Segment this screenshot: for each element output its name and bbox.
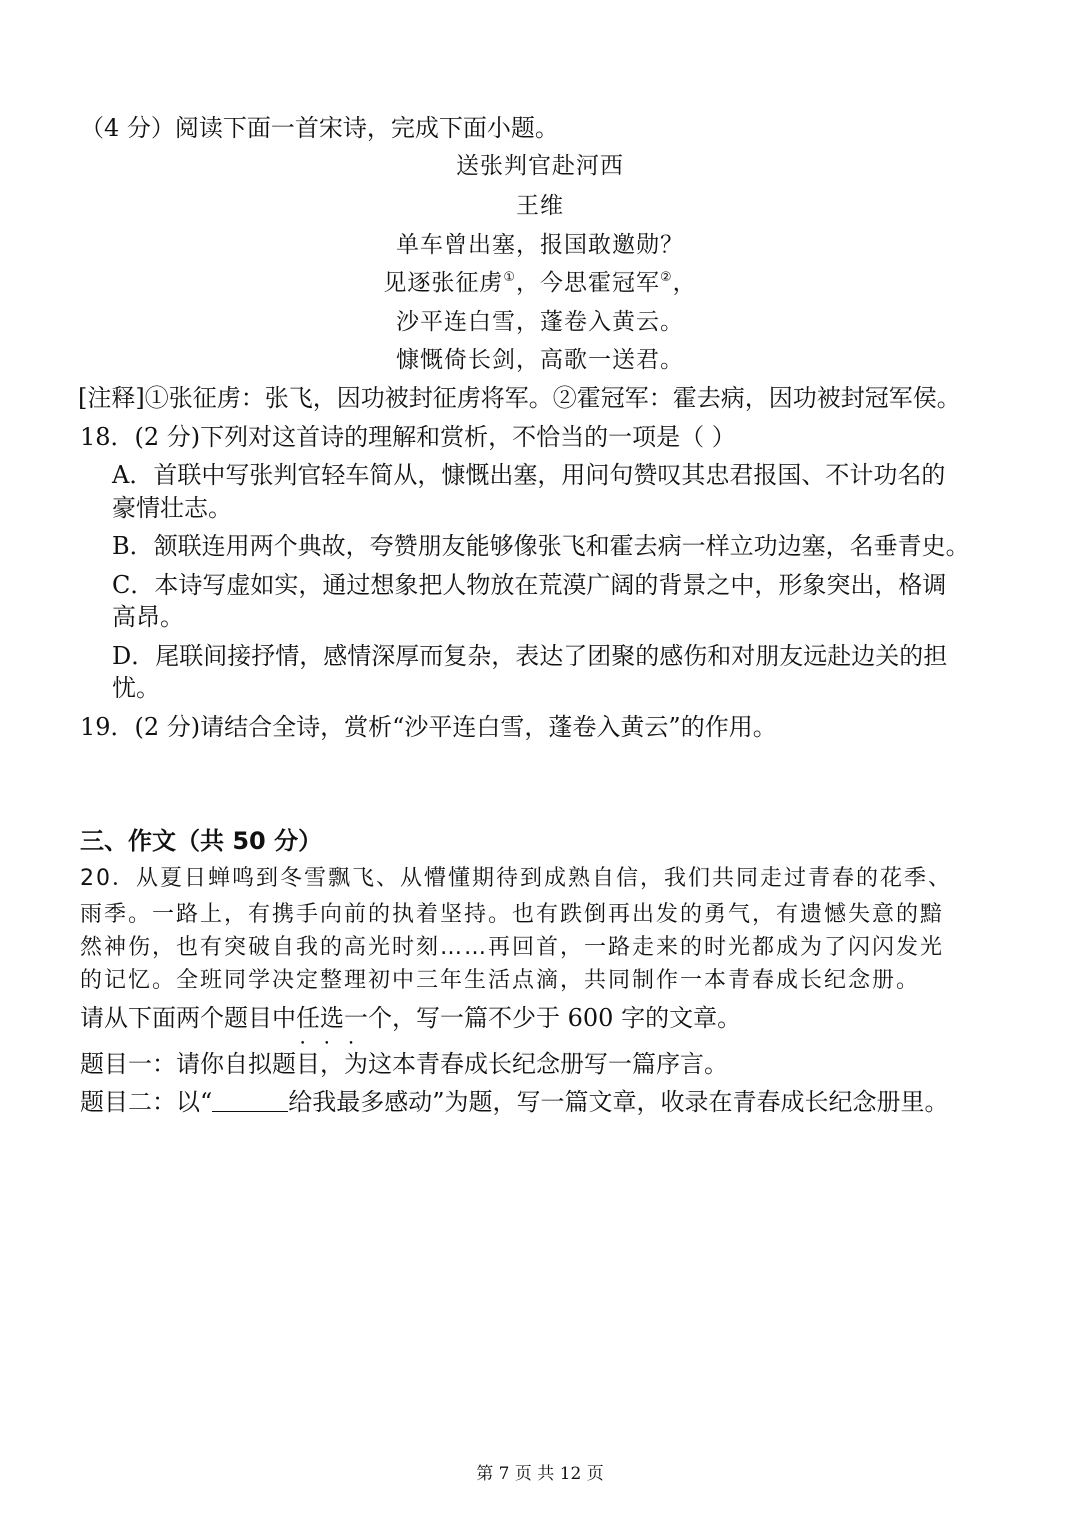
poem-line-1: 单车曾出塞，报国敢邀勋？ [396, 232, 684, 258]
poem-line-2-part-a: 见逐张征虏 [383, 270, 504, 296]
q20-line-1: 20．从夏日蝉鸣到冬雪飘飞、从懵懂期待到成熟自信，我们共同走过青春的花季、 [80, 866, 952, 891]
poem-line-2-part-c: ， [672, 270, 697, 296]
q20-topic-1: 题目一：请你自拟题目，为这本青春成长纪念册写一篇序言。 [80, 1050, 728, 1078]
q20-requirement-b: ，写一篇不少于 600 字的文章。 [392, 1004, 742, 1032]
poem-line-2-part-b: ，今思霍冠军 [516, 270, 660, 296]
q20-requirement [80, 1002, 741, 1034]
q18-option-d: D．尾联间接抒情，感情深厚而复杂，表达了团聚的感伤和对朋友远赴边关的担 [112, 642, 948, 670]
q18-option-b: B．颔联连用两个典故，夸赞朋友能够像张飞和霍去病一样立功边塞，名垂青史。 [112, 532, 970, 560]
footnote-marker-1: ① [503, 270, 516, 285]
poem-author: 王维 [516, 193, 564, 219]
question-19: 19．(2 分)请结合全诗，赏析“沙平连白雪，蓬卷入黄云”的作用。 [80, 713, 777, 741]
q18-option-a: A．首联中写张判官轻车简从，慷慨出塞，用问句赞叹其忠君报国、不计功名的 [112, 461, 946, 489]
q18-option-a-cont: 豪情壮志。 [112, 494, 232, 522]
q20-topic-2-a: 题目二：以“ [80, 1088, 213, 1116]
footnote-marker-2: ② [660, 270, 673, 285]
poem-line-2 [0, 267, 1080, 299]
q18-option-c: C．本诗写虚如实，通过想象把人物放在荒漠广阔的背景之中，形象突出，格调 [112, 571, 947, 599]
question-18-stem: 18．(2 分)下列对这首诗的理解和赏析，不恰当的一项是（ ） [80, 423, 736, 451]
q18-option-c-cont: 高昂。 [112, 603, 184, 631]
emphasis-dotted-text: 任选一个 • • • [296, 1002, 392, 1034]
section-3-heading: 三、作文（共 50 分） [80, 827, 323, 855]
reading-intro: （4 分）阅读下面一首宋诗，完成下面小题。 [80, 114, 559, 142]
q20-line-4: 的记忆。全班同学决定整理初中三年生活点滴，共同制作一本青春成长纪念册。 [80, 968, 921, 993]
q20-line-2: 雨季。一路上，有携手向前的执着坚持。也有跌倒再出发的勇气，有遗憾失意的黯 [80, 902, 945, 927]
poem-title: 送张判官赴河西 [456, 153, 624, 179]
poem-annotation: [注释]①张征虏：张飞，因功被封征虏将军。②霍冠军：霍去病，因功被封冠军侯。 [78, 384, 961, 412]
poem-line-4: 慷慨倚长剑，高歌一送君。 [396, 347, 684, 373]
q18-option-d-cont: 忧。 [112, 674, 160, 702]
page-footer: 第 7 页 共 12 页 [476, 1464, 604, 1484]
q20-topic-2 [80, 1086, 949, 1118]
q20-topic-2-b: 给我最多感动”为题，写一篇文章，收录在青春成长纪念册里。 [288, 1088, 949, 1116]
poem-line-3: 沙平连白雪，蓬卷入黄云。 [396, 309, 684, 335]
q20-line-3: 然神伤，也有突破自我的高光时刻……再回首，一路走来的时光都成为了闪闪发光 [80, 935, 945, 960]
fill-in-blank [212, 1089, 288, 1112]
q20-requirement-a: 请从下面两个题目中 [80, 1004, 296, 1032]
